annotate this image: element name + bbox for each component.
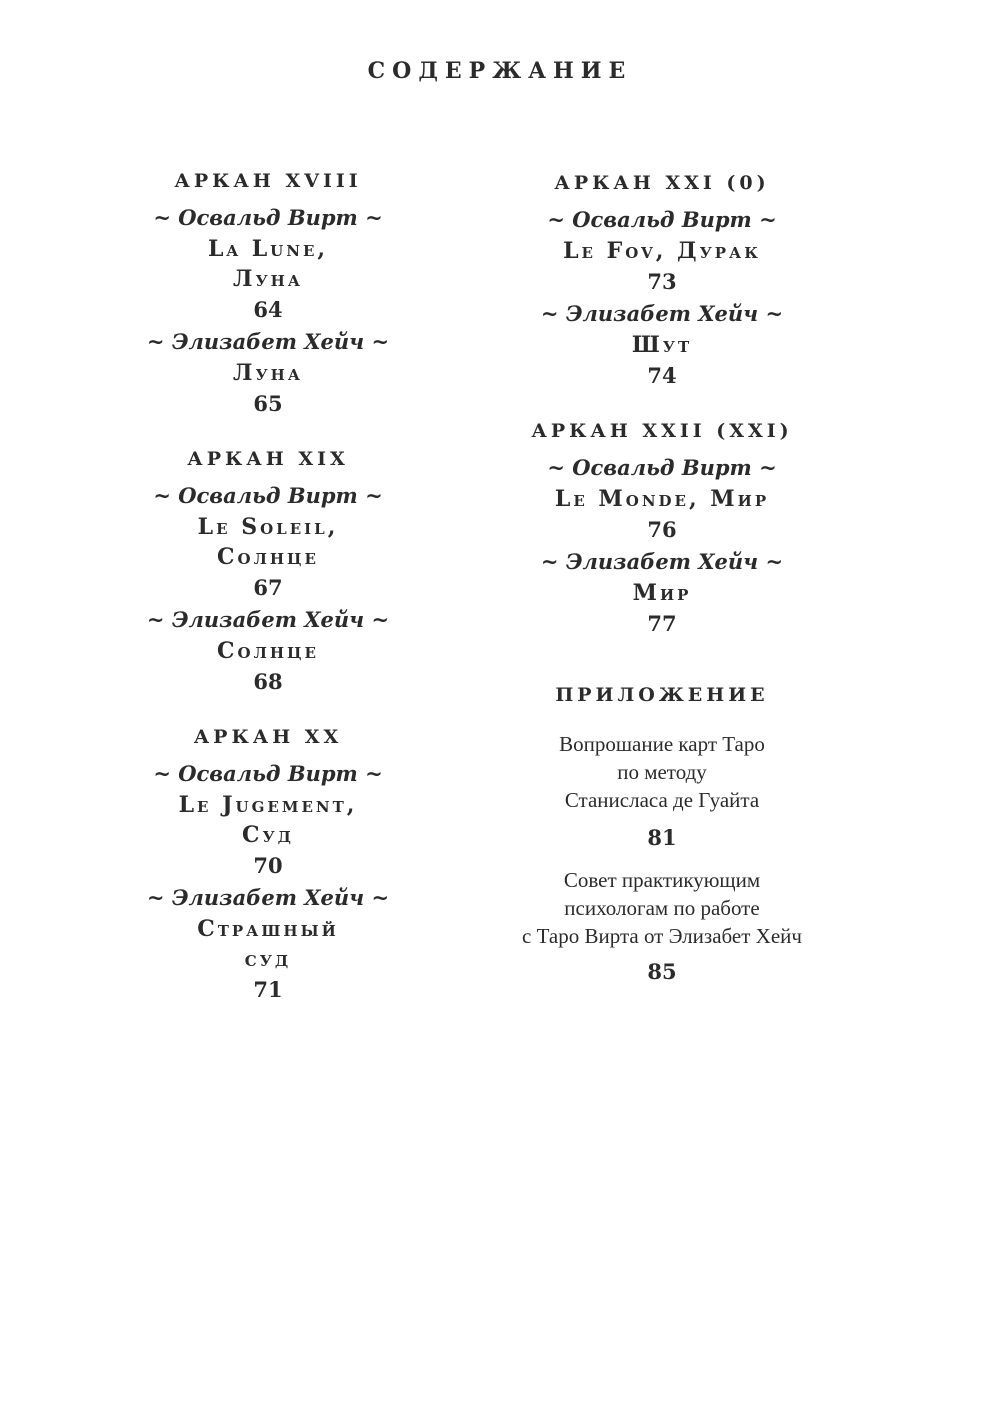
entry-title: Луна xyxy=(232,266,304,292)
author-label: ~ Освальд Вирт ~ xyxy=(547,207,777,232)
entry-title: Le Monde, Мир xyxy=(554,486,770,512)
page-title: СОДЕРЖАНИЕ xyxy=(367,58,633,84)
entry-title: Страшный xyxy=(197,916,339,942)
section-heading: АРКАН XVIII xyxy=(174,170,362,192)
page-number[interactable]: 71 xyxy=(253,977,283,1002)
author-label: ~ Элизабет Хейч ~ xyxy=(146,329,390,354)
author-label: ~ Элизабет Хейч ~ xyxy=(540,301,784,326)
author-label: ~ Элизабет Хейч ~ xyxy=(146,885,390,910)
toc-section-arcana-20 xyxy=(118,722,418,1006)
page-number[interactable]: 85 xyxy=(647,959,677,984)
entry-title-line: Вопрошание карт Таро xyxy=(559,732,765,756)
page-number[interactable]: 65 xyxy=(253,391,283,416)
page-number[interactable]: 70 xyxy=(253,853,283,878)
page-number[interactable]: 64 xyxy=(253,297,283,322)
section-heading: ПРИЛОЖЕНИЕ xyxy=(555,684,769,706)
author-label: ~ Освальд Вирт ~ xyxy=(153,761,383,786)
entry-title: Мир xyxy=(632,580,692,606)
page-number[interactable]: 77 xyxy=(647,611,677,636)
entry-title: Солнце xyxy=(217,638,319,664)
page-number[interactable]: 76 xyxy=(647,517,677,542)
entry-title-line: по методу xyxy=(617,760,707,784)
author-label: ~ Элизабет Хейч ~ xyxy=(146,607,390,632)
entry-title-line: Станисласа де Гуайта xyxy=(564,788,760,812)
toc-section-arcana-22 xyxy=(482,416,842,640)
entry-title: Суд xyxy=(241,822,295,848)
entry-title: Луна xyxy=(232,360,304,386)
section-heading: АРКАН XXI (0) xyxy=(554,172,770,194)
section-heading: АРКАН XIX xyxy=(187,448,349,470)
toc-section-arcana-19 xyxy=(118,444,418,698)
page-number[interactable]: 67 xyxy=(253,575,283,600)
toc-section-arcana-21 xyxy=(482,168,842,392)
entry-title: Le Jugement, xyxy=(178,792,358,818)
page-number[interactable]: 74 xyxy=(647,363,677,388)
toc-right-column xyxy=(482,168,842,988)
entry-title: Le Fov, Дурак xyxy=(563,238,761,264)
page-number[interactable]: 68 xyxy=(253,669,283,694)
author-label: ~ Освальд Вирт ~ xyxy=(547,455,777,480)
page-number[interactable]: 73 xyxy=(647,269,677,294)
author-label: ~ Элизабет Хейч ~ xyxy=(540,549,784,574)
entry-title: Le Soleil, xyxy=(197,514,339,540)
toc-left-column xyxy=(118,166,418,1006)
entry-title: Солнце xyxy=(217,544,319,570)
page-number[interactable]: 81 xyxy=(647,825,677,850)
author-label: ~ Освальд Вирт ~ xyxy=(153,483,383,508)
entry-title: Шут xyxy=(631,332,693,358)
section-heading: АРКАН XXII (XXI) xyxy=(531,420,793,442)
toc-section-arcana-18 xyxy=(118,166,418,420)
entry-title: суд xyxy=(244,946,292,972)
section-heading: АРКАН XX xyxy=(193,726,343,748)
entry-title-line: с Таро Вирта от Элизабет Хейч xyxy=(522,924,802,948)
toc-section-appendix xyxy=(482,680,842,988)
entry-title-line: психологам по работе xyxy=(564,896,760,920)
entry-title-line: Совет практикующим xyxy=(563,868,761,892)
author-label: ~ Освальд Вирт ~ xyxy=(153,205,383,230)
entry-title: La Lune, xyxy=(207,236,329,262)
